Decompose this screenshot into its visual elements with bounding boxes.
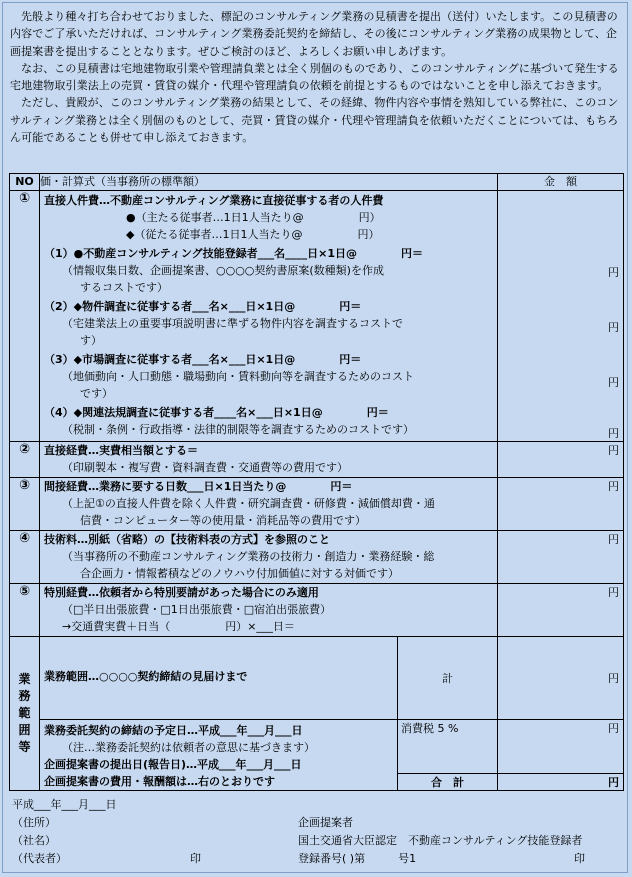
technical-fee-note1: （当事務所の不動産コンサルティング業務の技術力・創造力・業務経験・総 xyxy=(62,550,435,563)
scope-label xyxy=(10,637,40,791)
technical-fee-title: 技術料…別紙（省略）の【技術料表の方式】を参照のこと xyxy=(44,533,330,546)
table-row-scope-subtotal xyxy=(10,637,624,720)
item3-note1: （地価動向・人口動態・職場動向・賃料動向等を調査するためのコスト xyxy=(62,370,414,383)
report-date: 企画提案書の提出日(報告日)…平成___年___月___日 xyxy=(44,758,302,771)
subtotal-amount: 円 xyxy=(498,637,624,720)
direct-labor-description xyxy=(40,191,498,442)
item1-note1: （情報収集日数、企画提案書、○○○○契約書原案(数種類)を作成 xyxy=(62,264,384,277)
intro-text xyxy=(10,8,622,146)
technical-fee-description xyxy=(40,531,498,584)
contract-date: 業務委託契約の締結の予定日…平成___年___月___日 xyxy=(44,724,303,737)
special-expense-description xyxy=(40,584,498,637)
footer-proposer: 企画提案者 xyxy=(298,816,353,829)
footer-certification: 国土交通省大臣認定 不動産コンサルティング技能登録者 xyxy=(298,834,583,847)
item3-yen: 円 xyxy=(608,376,619,389)
intro-paragraph-3: ただし、貴殿が、このコンサルティング業務の結果として、その経緯、物件内容や事情を熟知している弊社に、このコンサルティング業務とは全く別個のものとして、売買・賃貸の媒介・代理や管理請負を依頼いただくことについては、もちろん可能であることも併せて申し添えておきます。 xyxy=(10,96,619,145)
scope-text-cell xyxy=(40,637,398,720)
item1-yen: 円 xyxy=(608,266,619,279)
item1-title: （1）●不動産コンサルティング技能登録者___名____日×1日@ 円＝ xyxy=(44,247,423,260)
table-row-direct-expense xyxy=(10,442,624,478)
item2-note1: （宅建業法上の重要事項説明書に準ずる物件内容を調査するコストで xyxy=(62,317,403,330)
direct-expense-description xyxy=(40,442,498,478)
row-number-5: ⑤ xyxy=(10,584,40,637)
footer-seal-2: 印 xyxy=(574,852,585,865)
special-expense-title: 特別経費…依頼者から特別要請があった場合にのみ適用 xyxy=(44,586,319,599)
item1-note2: するコストです） xyxy=(80,281,168,294)
total-amount: 円 xyxy=(498,773,624,790)
footer-representative: （代表者） xyxy=(12,852,67,865)
indirect-expense-amount: 円 xyxy=(498,478,624,531)
special-expense-note2: →交通費実費＋日当（ 円）×___日＝ xyxy=(62,620,295,633)
schedule-cell xyxy=(40,720,398,791)
contract-note: （注…業務委託契約は依頼者の意思に基づきます） xyxy=(62,741,315,754)
intro-paragraph-1: 先般より種々打ち合わせておりました、標記のコンサルティング業務の見積書を提出（送付）いたします。この見積書の内容でご了承いただければ、コンサルティング業務委託契約を締結し、その後にコンサルティング業務の成果物として、企画提案書を提出することとなります。ぜひご検討のほど、よろしくお願い申しあげます。 xyxy=(10,10,618,58)
indirect-expense-title: 間接経費…業務に要する日数___日×1日当たり@ 円＝ xyxy=(44,480,353,493)
table-row-direct-labor xyxy=(10,191,624,442)
header-description: 価・計算式（当事務所の標準額） xyxy=(40,174,498,191)
header-amount: 金 額 xyxy=(498,174,624,191)
main-worker-rate: ●（主たる従事者…1日1人当たり@ 円） xyxy=(126,211,381,224)
scope-label-text: 業務範囲等 xyxy=(18,672,31,754)
footer-address: （住所） xyxy=(12,816,56,829)
row-number-2: ② xyxy=(10,442,40,478)
tax-label: 消費税 5 % xyxy=(398,720,498,774)
special-expense-amount: 円 xyxy=(498,584,624,637)
footer-registration: 登録番号( )第 号1 xyxy=(298,852,417,865)
row-number-3: ③ xyxy=(10,478,40,531)
footer-date: 平成___年___月___日 xyxy=(12,798,117,811)
special-expense-note1: （□半日出張旅費・□1日出張旅費・□宿泊出張旅費） xyxy=(62,603,332,616)
total-label: 合 計 xyxy=(398,773,498,790)
tax-amount: 円 xyxy=(498,720,624,774)
item4-yen: 円 xyxy=(608,427,619,440)
subtotal-label: 計 xyxy=(398,637,498,720)
fee-text: 企画提案書の費用・報酬額は…右のとおりです xyxy=(44,775,275,788)
table-row-tax xyxy=(10,720,624,774)
indirect-expense-note2: 信費・コンピューター等の使用量・消耗品等の費用です） xyxy=(80,514,366,527)
header-no: NO xyxy=(10,174,40,191)
estimate-table xyxy=(9,173,624,791)
item2-note2: す） xyxy=(80,334,102,347)
table-row-indirect-expense xyxy=(10,478,624,531)
item3-title: （3）◆市場調査に従事する者___名×___日×1日@ 円＝ xyxy=(44,353,362,366)
footer-seal-1: 印 xyxy=(190,852,201,865)
direct-expense-amount: 円 xyxy=(498,442,624,478)
row-number-4: ④ xyxy=(10,531,40,584)
technical-fee-amount: 円 xyxy=(498,531,624,584)
table-header-row xyxy=(10,174,624,191)
item4-note1: （税制・条例・行政指導・法律的制限等を調査するためのコストです） xyxy=(62,423,414,436)
table-row-technical-fee xyxy=(10,531,624,584)
item2-yen: 円 xyxy=(608,321,619,334)
direct-labor-title: 直接人件費…不動産コンサルティング業務に直接従事する者の人件費 xyxy=(44,194,384,207)
intro-paragraph-2: なお、この見積書は宅地建物取引業や管理請負業とは全く別個のものであり、このコンサルティングに基づいて発生する宅地建物取引業法上の売買・賃貸の媒介・代理や管理請負の依頼を前提とするものではないことを申し添えておきます。 xyxy=(10,61,619,93)
sub-worker-rate: ◆（従たる従事者…1日1人当たり@ 円） xyxy=(126,228,380,241)
direct-expense-title: 直接経費…実費相当額とする＝ xyxy=(44,444,198,457)
table-row-special-expense xyxy=(10,584,624,637)
technical-fee-note2: 合企画力・情報蓄積などのノウハウ付加価値に対する対価です） xyxy=(80,567,399,580)
footer-company: （社名） xyxy=(12,834,56,847)
item3-note2: です） xyxy=(80,387,113,400)
item2-title: （2）◆物件調査に従事する者___名×___日×1日@ 円＝ xyxy=(44,300,362,313)
direct-expense-note: （印刷製本・複写費・資料調査費・交通費等の費用です） xyxy=(62,461,348,474)
row-number-1: ① xyxy=(10,191,40,442)
indirect-expense-note1: （上記①の直接人件費を除く人件費・研究調査費・研修費・減価償却費・通 xyxy=(62,497,435,510)
scope-text: 業務範囲…○○○○契約締結の見届けまで xyxy=(44,669,248,683)
item4-title: （4）◆関連法規調査に従事する者____名×___日×1日@ 円＝ xyxy=(44,406,389,419)
direct-labor-amounts xyxy=(498,191,624,442)
indirect-expense-description xyxy=(40,478,498,531)
